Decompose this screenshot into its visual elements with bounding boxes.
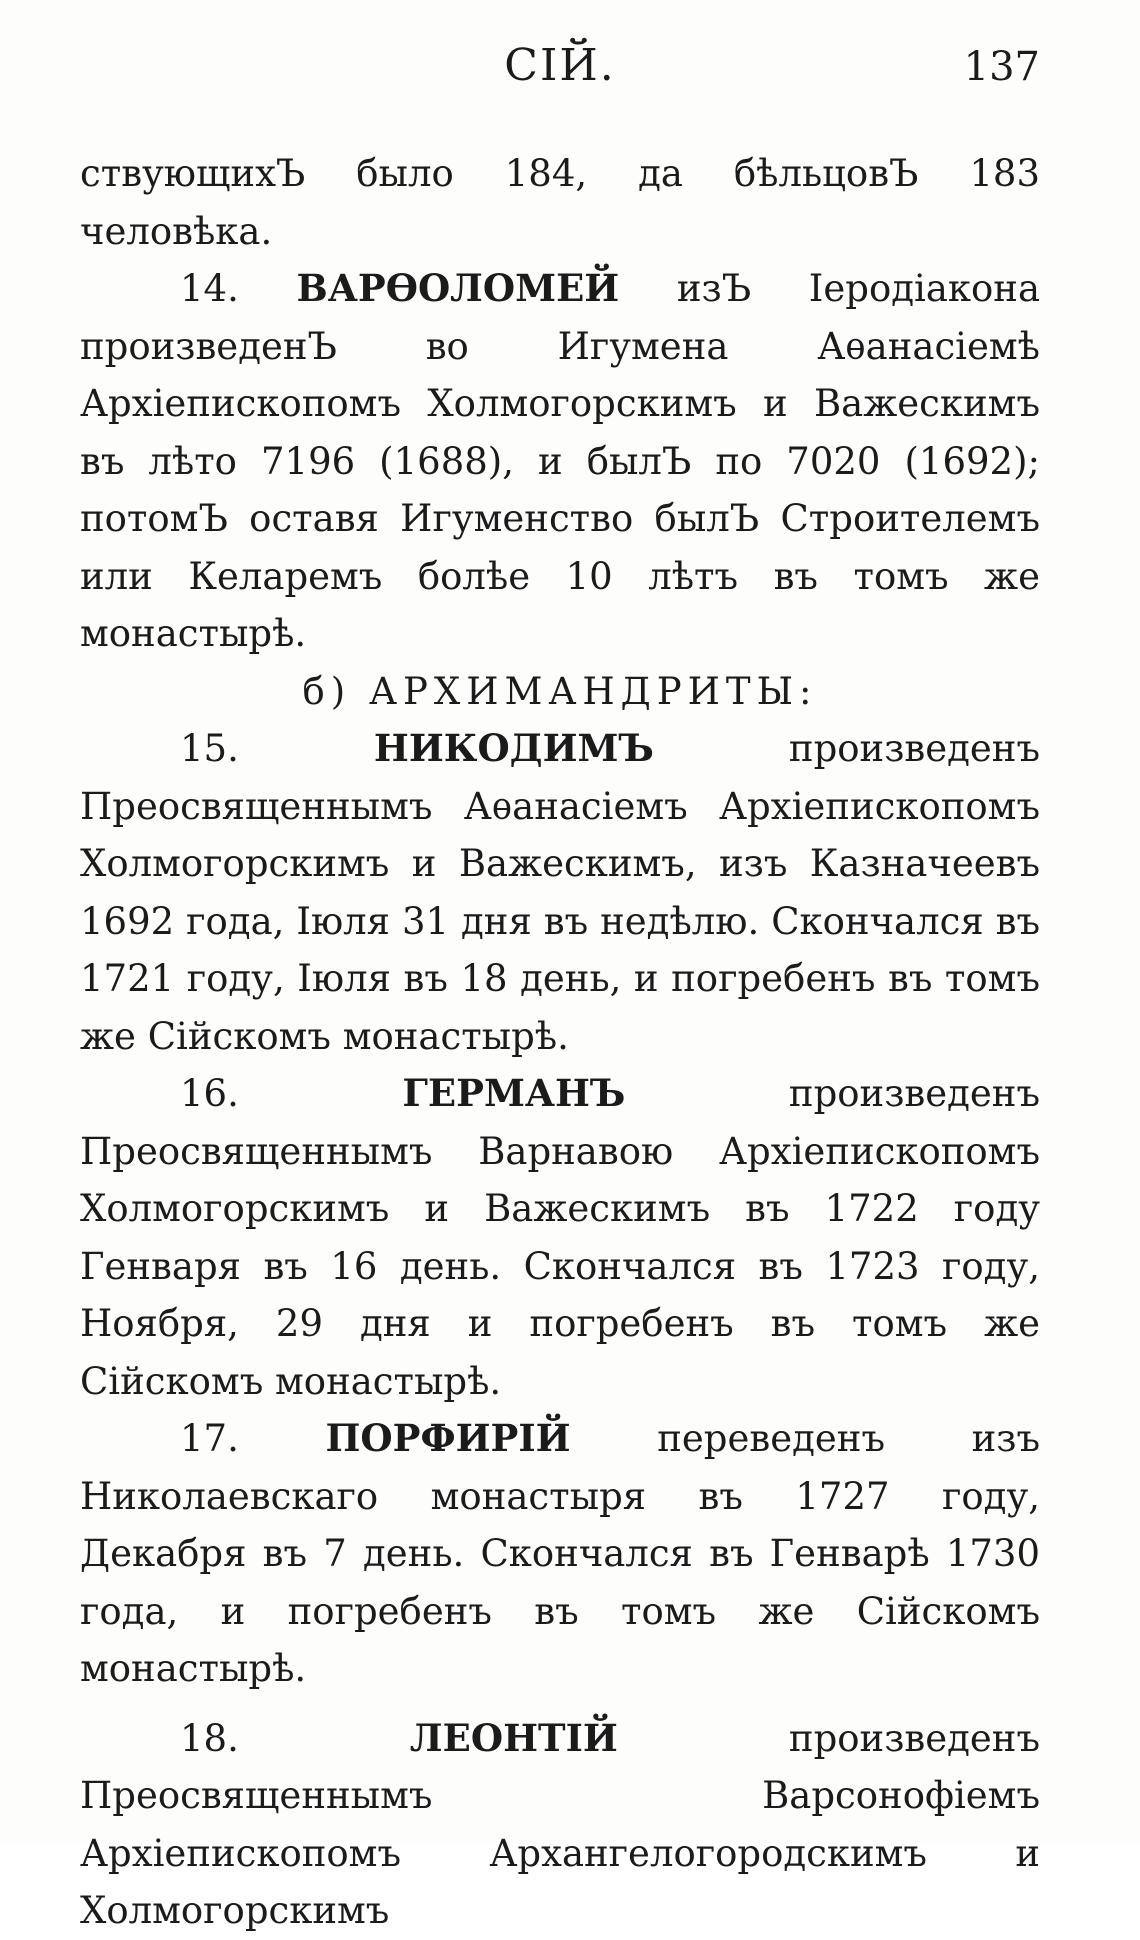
entry-16: [80, 1065, 1040, 1410]
entry-14: [80, 260, 1040, 663]
entry-15: [80, 720, 1040, 1065]
entry-text: произведенъ Преосвященнымъ Аѳанасіемъ Архіепископомъ Холмогорскимъ и Важескимъ, изъ Казначеевъ 1692 года, Іюля 31 дня въ недѣлю. Скончался въ 1721 году, Іюля въ 18 день, и погребенъ въ томъ же Сійскомъ монастырѣ.: [80, 727, 1040, 1058]
paragraph-gap: [80, 1698, 1040, 1710]
paragraph-text: ствующихЪ было 184, да бѣльцовЪ 183 человѣка.: [80, 152, 1040, 253]
entry-number: 18.: [180, 1716, 239, 1760]
entry-number: 16.: [180, 1072, 239, 1115]
entry-name: ВАРѲОЛОМЕЙ: [296, 266, 620, 310]
entry-text: произведенъ Преосвященнымъ Варнавою Архіепископомъ Холмогорскимъ и Важескимъ въ 1722 году Генваря въ 16 день. Скончался въ 1723 году, Ноября, 29 дня и погребенъ въ томъ же Сійскомъ монастырѣ.: [80, 1072, 1040, 1403]
entry-number: 17.: [180, 1417, 239, 1460]
entry-name: НИКОДИМЪ: [373, 726, 654, 770]
entry-17: [80, 1410, 1040, 1698]
entry-name: ЛЕОНТІЙ: [409, 1715, 618, 1760]
entry-number: 14.: [180, 267, 239, 310]
entry-text: изЪ Іеродіакона произведенЪ во Игумена Аѳанасіемѣ Архіепископомъ Холмогорскимъ и Важескимъ въ лѣто 7196 (1688), и былЪ по 7020 (1692); потомЪ оставя Игуменство былЪ Строителемъ или Келаремъ болѣе 10 лѣтъ въ томъ же монастырѣ.: [80, 267, 1041, 655]
entry-number: 15.: [180, 727, 239, 770]
section-heading: [80, 663, 1040, 721]
body-text: [80, 145, 1040, 1940]
entry-18: [80, 1710, 1040, 1940]
entry-name: ПОРФИРІЙ: [325, 1416, 571, 1460]
continuation-paragraph: [80, 145, 1040, 260]
page-header: [80, 40, 1040, 110]
entry-text: переведенъ изъ Николаевскаго монастыря въ 1727 году, Декабря въ 7 день. Скончался въ Генварѣ 1730 года, и погребенъ въ томъ же Сійскомъ монастырѣ.: [80, 1417, 1040, 1690]
entry-name: ГЕРМАНЪ: [402, 1071, 626, 1115]
page-number: 137: [963, 44, 1040, 90]
entry-text: произведенъ Преосвященнымъ Варсонофіемъ Архіепископомъ Архангелогородскимъ и Холмогорскимъ: [80, 1716, 1040, 1932]
running-head: СІЙ.: [504, 40, 616, 91]
section-heading-text: б) АРХИМАНДРИТЫ:: [302, 669, 818, 713]
